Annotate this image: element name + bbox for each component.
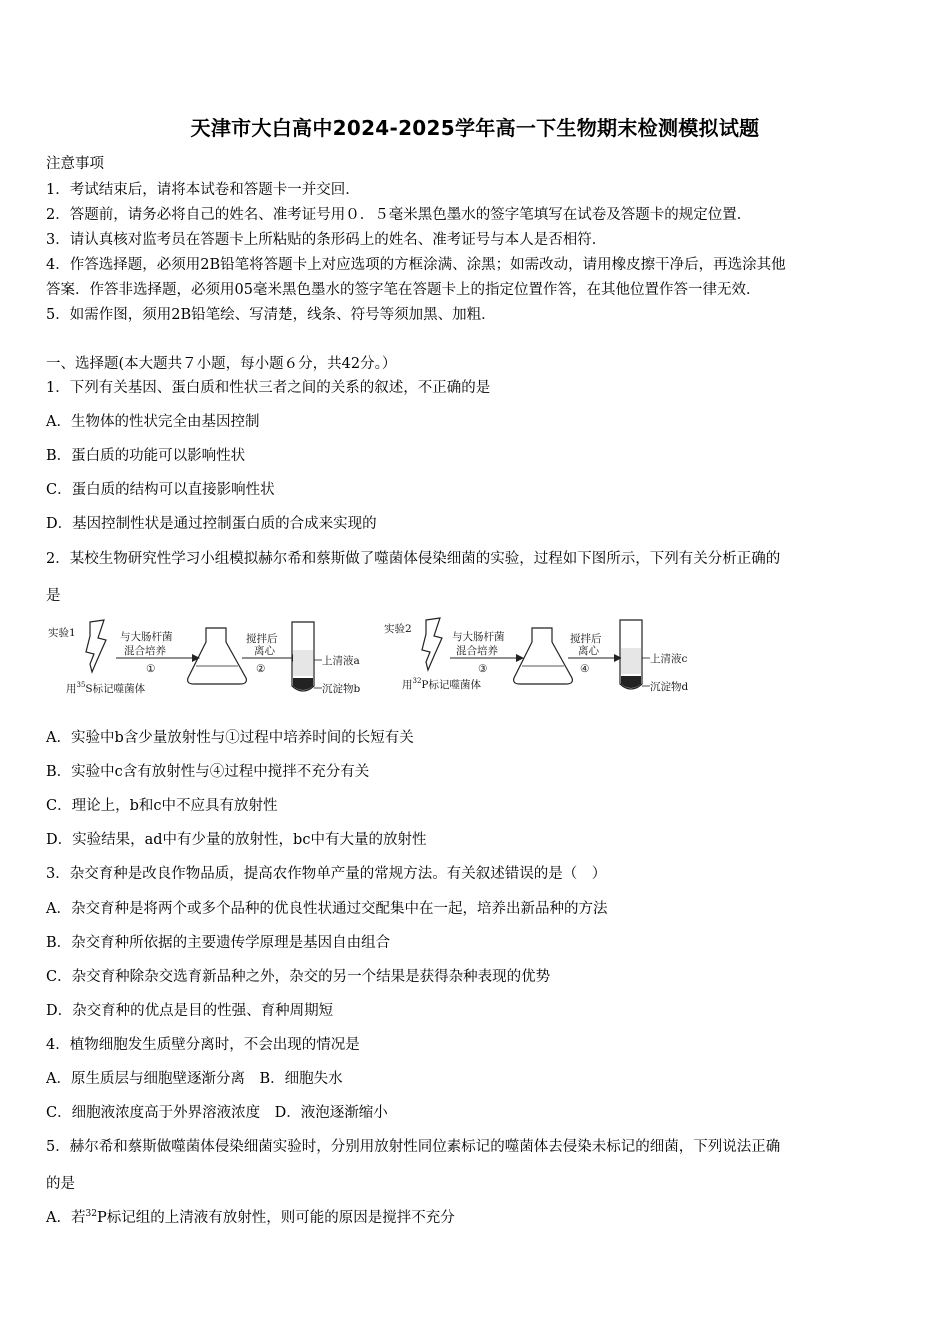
notice-item-5: 5．如需作图，须用2B铅笔绘、写清楚，线条、符号等须加黑、加粗． [46,307,496,323]
q2-option-a: A．实验中b含少量放射性与①过程中培养时间的长短有关 [46,730,414,746]
notice-item-4-cont: 答案．作答非选择题，必须用05毫米黑色墨水的签字笔在答题卡上的指定位置作答，在其他位置作答一律无效． [46,282,761,298]
q4-stem: 4．植物细胞发生质壁分离时，不会出现的情况是 [46,1037,360,1053]
supernatant-fill [621,648,641,674]
q2-option-b: B．实验中c含有放射性与④过程中搅拌不充分有关 [46,764,370,780]
q3-option-c: C．杂交育种除杂交选育新品种之外，杂交的另一个结果是获得杂种表现的优势 [46,969,551,985]
exp2-label: 实验2 [384,623,412,635]
phage-icon [422,618,442,670]
notice-item-3: 3．请认真核对监考员在答题卡上所粘贴的条形码上的姓名、准考证号与本人是否相符． [46,232,607,248]
notice-heading: 注意事项 [46,156,104,172]
notice-item-2: 2．答题前，请务必将自己的姓名、准考证号用０．５毫米黑色墨水的签字笔填写在试卷及答题卡的规定位置． [46,207,752,223]
exp1-step-top: 与大肠杆菌 [120,631,173,643]
exp1-sediment: 沉淀物b [322,683,361,695]
exp2-stir-num: ④ [580,663,590,675]
q1-option-c: C．蛋白质的结构可以直接影响性状 [46,482,275,498]
arrow-head-icon [614,654,622,662]
exp2-sediment: 沉淀物d [650,681,689,693]
flask-icon [188,628,247,684]
exp2-stir-top: 搅拌后 [570,633,602,645]
notice-item-4: 4．作答选择题，必须用2B铅笔将答题卡上对应选项的方框涂满、涂黑；如需改动，请用橡皮擦干净后，再选涂其他 [46,257,786,273]
q1-option-a: A．生物体的性状完全由基因控制 [46,414,260,430]
q1-option-d: D．基因控制性状是通过控制蛋白质的合成来实现的 [46,516,377,532]
q1-option-b: B．蛋白质的功能可以影响性状 [46,448,246,464]
q4-options-ab: A．原生质层与细胞壁逐渐分离 B．细胞失水 [46,1071,343,1087]
q2-option-d: D．实验结果，ad中有少量的放射性，bc中有大量的放射性 [46,832,427,848]
exp1-label: 实验1 [48,627,76,639]
exp1-stir-top: 搅拌后 [246,633,278,645]
exp2-stir-mid: 离心 [578,645,599,657]
notice-item-1: 1．考试结束后，请将本试卷和答题卡一并交回． [46,182,360,198]
exp1-stir-mid: 离心 [254,645,275,657]
exp2-step-num: ③ [478,663,488,675]
section-heading: 一、选择题(本大题共７小题，每小题６分，共42分。） [46,356,397,372]
flask-icon [514,628,573,684]
q2-stem-cont: 是 [46,588,61,604]
experiment-1-diagram [48,620,360,695]
exp2-step-top: 与大肠杆菌 [452,631,505,643]
supernatant-fill [293,650,313,676]
phage-icon [86,620,106,672]
q3-option-b: B．杂交育种所依据的主要遗传学原理是基因自由组合 [46,935,391,951]
exp2-step-mid: 混合培养 [456,645,498,657]
q5-option-a: A．若$^{32}$P标记组的上清液有放射性，则可能的原因是搅拌不充分 [46,1209,455,1226]
page-title: 天津市大白高中2024-2025学年高一下生物期末检测模拟试题 [190,116,760,140]
experiment-2-diagram [384,618,688,693]
exp1-phage-label: 用$^{35}$S标记噬菌体 [66,681,146,695]
q1-stem: 1．下列有关基因、蛋白质和性状三者之间的关系的叙述，不正确的是 [46,380,491,396]
exp2-supernatant: 上清液c [650,653,688,665]
q4-options-cd: C．细胞液浓度高于外界溶液浓度 D．液泡逐渐缩小 [46,1105,388,1121]
exp1-step-num: ① [146,663,156,675]
sediment-fill [621,676,641,688]
q3-option-d: D．杂交育种的优点是目的性强、育种周期短 [46,1003,334,1019]
q3-option-a: A．杂交育种是将两个或多个品种的优良性状通过交配集中在一起，培养出新品种的方法 [46,901,608,917]
exp1-step-mid: 混合培养 [124,645,166,657]
sediment-fill [293,678,313,690]
phage-experiment-figure [46,614,726,700]
q5-stem: 5．赫尔希和蔡斯做噬菌体侵染细菌实验时，分别用放射性同位素标记的噬菌体去侵染未标记的细菌，下列说法正确 [46,1139,781,1155]
q3-stem: 3．杂交育种是改良作物品质，提高农作物单产量的常规方法。有关叙述错误的是（ ） [46,866,607,882]
q2-option-c: C．理论上，b和c中不应具有放射性 [46,798,278,814]
exp2-phage-label: 用$^{32}$P标记噬菌体 [402,677,481,691]
q5-stem-cont: 的是 [46,1176,75,1192]
exp1-supernatant: 上清液a [322,655,360,667]
exp1-stir-num: ② [256,663,266,675]
q2-stem: 2．某校生物研究性学习小组模拟赫尔希和蔡斯做了噬菌体侵染细菌的实验，过程如下图所示，下列有关分析正确的 [46,551,781,567]
